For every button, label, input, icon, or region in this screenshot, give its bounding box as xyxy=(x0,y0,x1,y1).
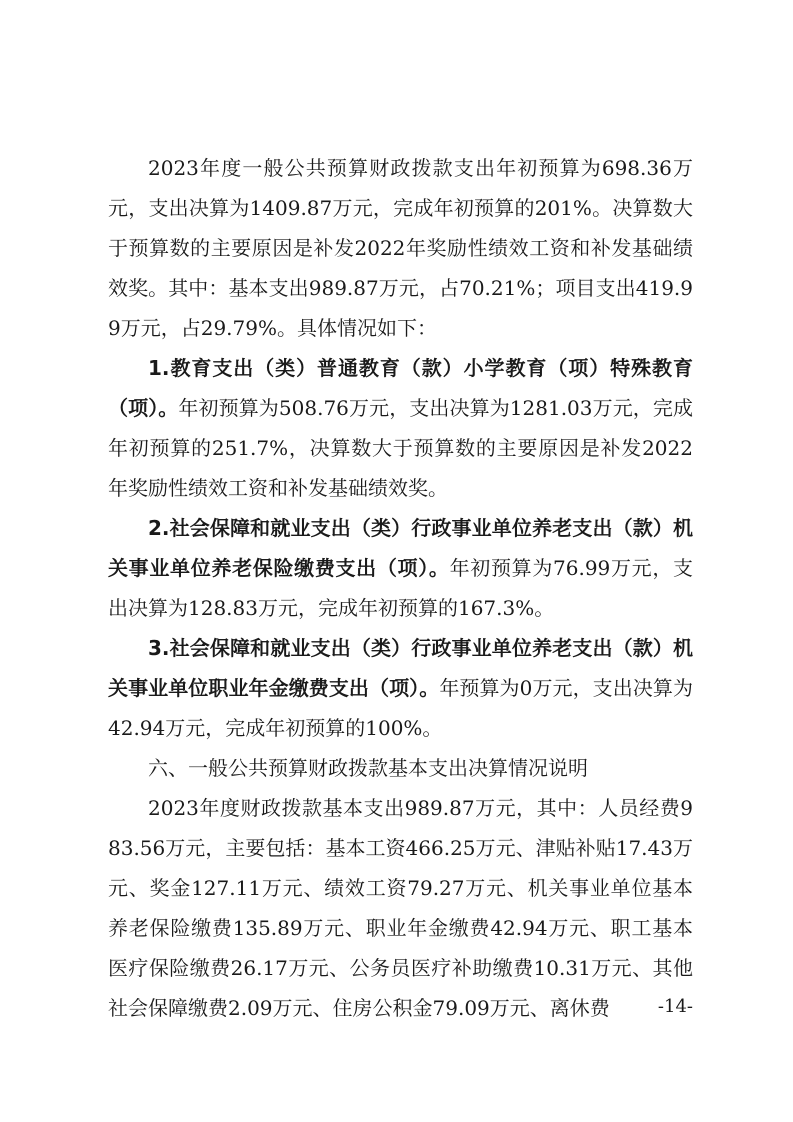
page-number: -14- xyxy=(657,996,693,1017)
section-6-heading: 六、一般公共预算财政拨款基本支出决算情况说明 xyxy=(148,756,588,780)
item-2-title: 2.社会保障和就业支出（类）行政事业单位养老支出（款）机关事业单位养老保险缴费支出（项）。 xyxy=(108,516,693,580)
item-3-paragraph xyxy=(108,628,693,748)
item-1-title: 1.教育支出（类）普通教育（款）小学教育（项）特殊教育（项）。 xyxy=(108,356,693,420)
item-1-body: 年初预算为508.76万元，支出决算为1281.03万元，完成年初预算的251.7%，决算数大于预算数的主要原因是补发2022年奖励性绩效工资和补发基础绩效奖。 xyxy=(108,396,694,500)
item-3-body: 年预算为0万元，支出决算为42.94万元，完成年初预算的100%。 xyxy=(108,676,693,740)
section-6-paragraph: 2023年度财政拨款基本支出989.87万元，其中：人员经费983.56万元，主要包括：基本工资466.25万元、津贴补贴17.43万元、奖金127.11万元、绩效工资79.27万元、机关事业单位基本养老保险缴费135.89万元、职业年金缴费42.94万元、职工基本医疗保险缴费26.17万元、公务员医疗补助缴费10.31万元、其他社会保障缴费2.09万元、住房公积金79.09万元、离休费 xyxy=(108,796,693,1020)
item-3-title: 3.社会保障和就业支出（类）行政事业单位养老支出（款）机关事业单位职业年金缴费支出（项）。 xyxy=(108,636,693,700)
item-2-body: 年初预算为76.99万元，支出决算为128.83万元，完成年初预算的167.3%。 xyxy=(108,556,694,620)
intro-paragraph: 2023年度一般公共预算财政拨款支出年初预算为698.36万元，支出决算为1409.87万元，完成年初预算的201%。决算数大于预算数的主要原因是补发2022年奖励性绩效工资和补发基础绩效奖。其中：基本支出989.87万元，占70.21%；项目支出419.99万元，占29.79%。具体情况如下： xyxy=(108,156,693,340)
item-1-paragraph xyxy=(108,348,693,508)
item-2-paragraph xyxy=(108,508,693,628)
document-body xyxy=(108,148,693,1028)
